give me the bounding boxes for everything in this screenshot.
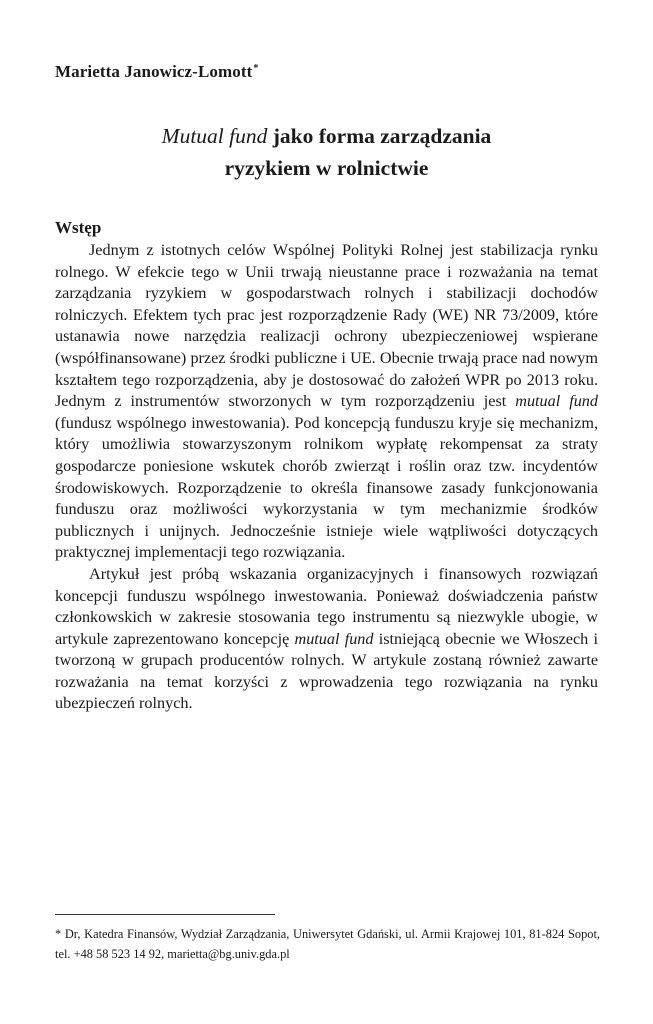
paragraph-1-italic: mutual fund [515, 392, 598, 411]
paragraph-2-text-a: Artykuł jest próbą wskazania organizacyjnych i finansowych rozwiązań koncepcji funduszu wspólnego inwestowania. Ponieważ doświadczenia państw członkowskich w zakresie stosowania tego instrumentu są niezwykle ubogie, w artykule zaprezentowano koncepcję [55, 564, 598, 648]
paragraph-1-text-a: Jednym z istotnych celów Wspólnej Polityki Rolnej jest stabilizacja rynku rolnego. W efekcie tego w Unii trwają nieustanne prace i rozważania na temat zarządzania ryzykiem w gospodarstwach rolnych i stabilizacji dochodów rolniczych. Efektem tych prac jest rozporządzenie Rady (WE) NR 73/2009, które ustanawia nowe narzędzia realizacji ochrony ubezpieczeniowej wspierane (współfinansowane) przez środki publiczne i UE. Obecnie trwają prace nad nowym kształtem tego rozporządzenia, aby je dostosować do założeń WPR po 2013 roku. Jednym z instrumentów stworzonych w tym rozporządzeniu jest [55, 241, 598, 411]
paragraph-2-text-b: istniejącą obecnie we Włoszech i tworzoną w grupach producentów rolnych. W artykule zostaną również zawarte rozważania na temat korzyści z wprowadzenia tego rozwiązania na rynku ubezpieczeń rolnych. [55, 629, 598, 713]
article-title [55, 120, 598, 184]
paragraph-2-italic: mutual fund [294, 629, 374, 648]
section-heading: Wstęp [55, 218, 102, 237]
footnote: * Dr, Katedra Finansów, Wydział Zarządzania, Uniwersytet Gdański, ul. Armii Krajowej 101, 81-824 Sopot, tel. +48 58 523 14 92, marietta@bg.univ.gda.pl [55, 927, 600, 961]
footnote-marker: * [253, 63, 259, 74]
title-line2: ryzykiem w rolnictwie [224, 156, 429, 180]
paragraph-1-text-b: (fundusz wspólnego inwestowania). Pod koncepcją funduszu kryje się mechanizm, który umożliwia stowarzyszonym rolnikom wypłatę rekompensat za straty gospodarcze poniesione wskutek chorób zwierząt i roślin oraz tzw. incydentów środowiskowych. Rozporządzenie to określa finansowe zasady funkcjonowania funduszu oraz możliwości wykorzystania w tym mechanizmie środków publicznych i unijnych. Jednocześnie istnieje wiele wątpliwości dotyczących praktycznej implementacji tego rozwiązania. [55, 413, 598, 562]
footnote-divider [55, 914, 275, 915]
title-italic: Mutual fund [161, 124, 268, 148]
body-text [55, 240, 598, 715]
paragraph-2 [55, 564, 598, 715]
author-name: Marietta Janowicz-Lomott [55, 62, 253, 81]
author-line [55, 62, 258, 82]
paragraph-1 [55, 240, 598, 564]
title-line1: jako forma zarządzania [272, 124, 492, 148]
